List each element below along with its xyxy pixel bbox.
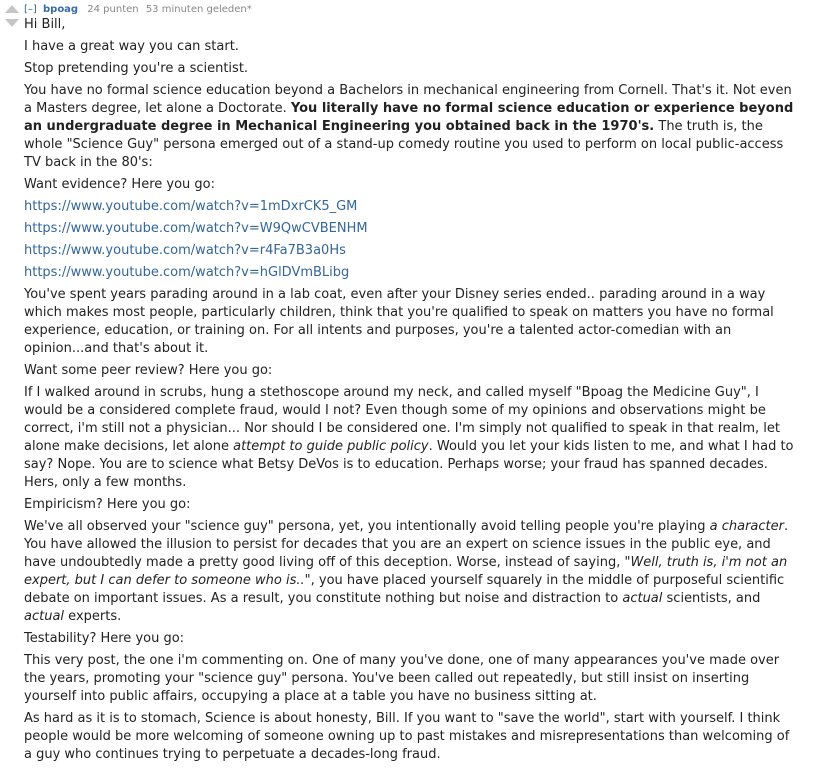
comment-paragraph-greeting: Hi Bill, xyxy=(24,17,66,32)
comment-tagline xyxy=(24,3,252,16)
paragraph-text: We've all observed your "science guy" persona, yet, you intentionally avoid telling people you're playing xyxy=(24,519,706,534)
downvote-arrow-icon[interactable] xyxy=(5,19,19,27)
comment-paragraph: Stop pretending you're a scientist. xyxy=(24,61,249,76)
comment-paragraph: You've spent years parading around in a lab coat, even after your Disney series ended.. parading around in a way which makes most people, particularly children, think that you're qualified to speak on matters you have no formal experience, education, or training on. For all intents and purposes, you're a talented actor-comedian with an opinion...and that's about it. xyxy=(24,287,774,356)
comment-paragraph: As hard as it is to stomach, Science is about honesty, Bill. If you want to "save the world", start with yourself. I think people would be more welcoming of someone owning up to past mistakes and misrepresentations than welcoming of a guy who continues trying to perpetuate a decades-long fraud. xyxy=(24,711,790,762)
paragraph-text: You have no formal science education beyond a Bachelors in mechanical engineering from Cornell. That's it. Not even a Masters degree, let alone a Doctorate. xyxy=(24,83,792,116)
paragraph-text: . You have allowed the illusion to persist for decades that you are an expert on science issues in the public eye, and have undoubtedly made a pretty good living off of this deception. Worse, instead of saying, xyxy=(24,519,789,570)
comment-paragraph: Want evidence? Here you go: xyxy=(24,177,215,192)
comment-score: 24 punten xyxy=(87,4,139,15)
paragraph-text: If I walked around in scrubs, hung a stethoscope around my neck, and called myself "Bpoag the Medicine Guy", I would be a considered complete fraud, would I not? Even though some of my opinions and observations might be correct, i'm still not a physician... Nor should I be considered one. I'm simply not qualified to speak in that realm, let alone make decisions, let alone xyxy=(24,385,780,454)
comment-paragraph: Testability? Here you go: xyxy=(24,631,185,646)
paragraph-text: The truth is, the whole "Science Guy" persona emerged out of a stand-up comedy routine you used to perform on local public-access TV back in the 80's: xyxy=(24,119,784,170)
upvote-arrow-icon[interactable] xyxy=(5,5,19,13)
italic-text: "Well, truth is, i'm not an expert, but I can defer to someone who is.." xyxy=(24,555,788,588)
comment-paragraph: This very post, the one i'm commenting on. One of many you've done, one of many appearances you've made over the years, promoting your "science guy" persona. You've been called out repeatedly, but still insist on inserting yourself into public affairs, occupying a place at a table you have no business sitting at. xyxy=(24,653,780,704)
youtube-link[interactable]: https://www.youtube.com/watch?v=r4Fa7B3a0Hs xyxy=(24,243,346,258)
comment-paragraph: I have a great way you can start. xyxy=(24,39,239,54)
youtube-link[interactable]: https://www.youtube.com/watch?v=hGlDVmBLibg xyxy=(24,265,350,280)
author-link[interactable]: bpoag xyxy=(43,4,79,15)
comment-paragraph xyxy=(24,518,794,626)
italic-text: actual xyxy=(622,591,663,606)
comment-paragraph xyxy=(24,82,794,172)
comment-time: 53 minuten geleden xyxy=(145,4,247,15)
paragraph-text: , you have placed yourself squarely in the middle of purposeful scientific debate on important issues. As a result, you constitute nothing but noise and distraction to xyxy=(24,573,785,606)
collapse-toggle[interactable]: [–] xyxy=(24,4,37,15)
youtube-link[interactable]: https://www.youtube.com/watch?v=W9QwCVBENHM xyxy=(24,221,368,236)
link-paragraph xyxy=(24,198,794,216)
paragraph-text: . Would you let your kids listen to me, and what I had to say? Nope. You are to science what Betsy DeVos is to education. Perhaps worse; your fraud has spanned decades. Hers, only a few months. xyxy=(24,439,794,490)
italic-text: attempt to guide public policy xyxy=(233,439,429,454)
link-paragraph xyxy=(24,264,794,282)
vote-controls xyxy=(4,3,20,27)
paragraph-text: experts. xyxy=(68,609,122,624)
italic-text: a character xyxy=(709,519,784,534)
link-paragraph xyxy=(24,242,794,260)
youtube-link[interactable]: https://www.youtube.com/watch?v=1mDxrCK5_GM xyxy=(24,199,358,214)
comment-paragraph xyxy=(24,384,794,492)
comment-body xyxy=(24,16,794,768)
bold-text: You literally have no formal science education or experience beyond an undergraduate degree in Mechanical Engineering you obtained back in the 1970's. xyxy=(24,101,794,134)
comment-paragraph: Want some peer review? Here you go: xyxy=(24,363,273,378)
italic-text: actual xyxy=(24,609,65,624)
link-paragraph xyxy=(24,220,794,238)
comment-paragraph: Empiricism? Here you go: xyxy=(24,497,191,512)
edited-marker: * xyxy=(246,4,252,15)
paragraph-text: scientists, and xyxy=(666,591,761,606)
